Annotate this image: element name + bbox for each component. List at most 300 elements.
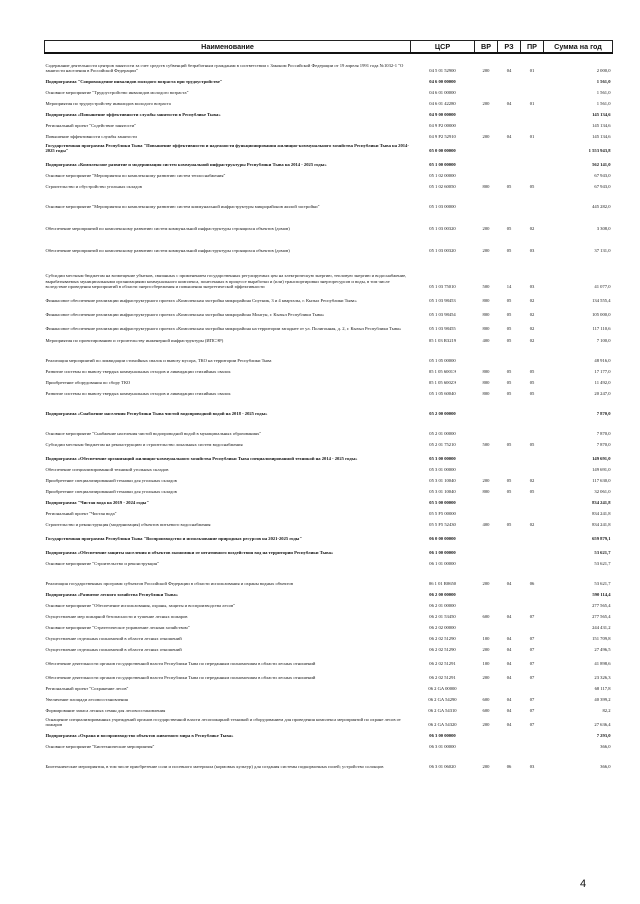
- row-rz: [498, 619, 521, 630]
- row-pr: [521, 597, 544, 608]
- row-sum: 53 621,7: [594, 580, 611, 586]
- row-sum: 145 134,6: [592, 133, 611, 139]
- row-vr: [475, 586, 498, 597]
- row-sum: 1 561,0: [596, 89, 611, 95]
- row-sum: 20 247,0: [594, 390, 611, 396]
- row-vr: 200: [482, 580, 490, 586]
- row-vr: 200: [482, 247, 490, 253]
- row-sum: 366,0: [600, 763, 611, 769]
- row-sum: 149 691,0: [592, 466, 611, 472]
- table-row: [45, 253, 613, 289]
- table-row: [45, 447, 613, 461]
- row-name: Подпрограмма «Обеспечение защиты населения и объектов экономики от негативного воздействия вод на территории Республики Тыва»: [45, 549, 334, 555]
- table-row: [45, 117, 613, 128]
- row-name: Подпрограмма «Повышение эффективности службы занятости в Республике Тыва»: [45, 111, 221, 117]
- row-sum: 23 326,3: [594, 674, 611, 680]
- row-pr: 03: [529, 283, 535, 289]
- row-csr: 05 2 01 75210: [429, 441, 456, 447]
- row-name: Оснащение специализированных учреждений органов государственной власти лесопожарной техникой и оборудованием для проведения комплекса мероприятий по охране лесов от пожаров: [45, 716, 401, 727]
- row-rz: 05: [506, 297, 512, 303]
- row-rz: 04: [506, 133, 512, 139]
- row-name: Основное мероприятие "Стратегическое управление лесным хозяйством": [45, 624, 190, 630]
- table-row: [45, 189, 613, 209]
- row-csr: 05 1 05 6001Э: [428, 368, 457, 374]
- row-name: Приобретение оборудования по сбору ТКО: [45, 379, 131, 385]
- row-sum: 41 077,0: [594, 283, 611, 289]
- table-row: [45, 396, 613, 416]
- row-pr: [521, 680, 544, 691]
- row-rz: [498, 167, 521, 178]
- row-pr: [521, 738, 544, 749]
- row-csr: 06 2 GA 54320: [428, 721, 457, 727]
- row-rz: [498, 505, 521, 516]
- row-rz: 04: [506, 635, 512, 641]
- row-vr: 200: [482, 674, 490, 680]
- row-rz: 05: [506, 521, 512, 527]
- row-rz: [498, 555, 521, 566]
- table-row: [45, 738, 613, 749]
- row-rz: [498, 106, 521, 117]
- table-row: [45, 167, 613, 178]
- row-csr: 04 9 P2 52910: [429, 133, 456, 139]
- row-sum: 41 898,6: [594, 660, 611, 666]
- row-pr: 07: [529, 613, 535, 619]
- row-sum: 67 943,0: [594, 183, 611, 189]
- table-row: [45, 139, 613, 153]
- row-csr: 04 9 00 00000: [429, 111, 456, 117]
- row-vr: 800: [482, 368, 490, 374]
- row-rz: [498, 738, 521, 749]
- table-row: [45, 691, 613, 702]
- row-sum: 1 561,0: [596, 78, 611, 84]
- row-name: Увеличение площади лесовосстановления: [45, 696, 128, 702]
- table-row: [45, 331, 613, 343]
- table-row: [45, 317, 613, 331]
- row-pr: [521, 447, 544, 461]
- row-pr: 07: [529, 646, 535, 652]
- row-rz: [498, 527, 521, 541]
- row-name: Формирование запаса лесных семян для лесовосстановления: [45, 707, 166, 713]
- row-pr: [521, 117, 544, 128]
- row-vr: [475, 527, 498, 541]
- row-vr: 200: [482, 225, 490, 231]
- row-rz: 05: [506, 183, 512, 189]
- row-pr: [521, 106, 544, 117]
- row-csr: 05 3 01 10040: [429, 477, 456, 483]
- row-vr: 200: [482, 721, 490, 727]
- row-name: Субсидии местным бюджетам на возмещение убытков, связанных с применением государственных регулируемых цен на электрическую энергию, тепловую энергию и водоснабжение, вырабатываемых муниципальными организациями коммунального комплекса, понесенных в процессе выработки и (или) транспортировки энергоресурсов и воды, в том числе вследствие проведения мероприятий в области энергосбережения и повышения энергетической эффективности: [45, 273, 407, 289]
- row-rz: 04: [506, 67, 512, 73]
- row-name: Обеспечение деятельности органов государственной власти Республики Тыва по переданным полномочиям в области лесных отношений: [45, 674, 316, 680]
- row-sum: 82,2: [602, 707, 611, 713]
- row-csr: 05 1 02 00000: [429, 172, 456, 178]
- row-vr: 200: [482, 477, 490, 483]
- row-rz: [498, 680, 521, 691]
- row-pr: 05: [529, 441, 535, 447]
- row-vr: [475, 117, 498, 128]
- row-pr: [521, 555, 544, 566]
- row-vr: 200: [482, 646, 490, 652]
- row-rz: 04: [506, 613, 512, 619]
- row-sum: 244 431,2: [592, 624, 611, 630]
- table-row: [45, 436, 613, 447]
- row-pr: [521, 343, 544, 363]
- row-name: Подпрограмма "Чистая вода на 2019 - 2024 годы": [45, 499, 149, 505]
- row-csr: 06 3 00 00000: [429, 732, 456, 738]
- row-vr: [475, 727, 498, 738]
- table-row: [45, 641, 613, 652]
- row-pr: 02: [529, 311, 535, 317]
- row-pr: 02: [529, 297, 535, 303]
- row-pr: 05: [529, 379, 535, 385]
- row-pr: [521, 73, 544, 84]
- row-rz: [498, 189, 521, 209]
- row-pr: [521, 527, 544, 541]
- row-csr: 06 2 02 51290: [429, 635, 456, 641]
- row-name: Повышение эффективности службы занятости: [45, 133, 137, 139]
- row-name: Финансовое обеспечение реализации инфраструктурного проекта «Комплексная застройка микрорайона на территории западнее от ул. Полигонная, д. 2, г. Кызыл Республики Тыва»: [45, 325, 402, 331]
- row-sum: 2 000,0: [596, 67, 611, 73]
- row-vr: [475, 153, 498, 167]
- table-row: [45, 527, 613, 541]
- row-csr: 05 5 00 00000: [429, 499, 456, 505]
- row-name: Обеспечение мероприятий по комплексному развитию систем коммунальной инфраструктуры строящихся объектов (домов): [45, 225, 290, 231]
- row-sum: 32 061,0: [594, 488, 611, 494]
- table-row: [45, 713, 613, 727]
- row-name: Подпрограмма «Снабжение населения Республики Тыва чистой водопроводной водой на 2018 - 2025 годы»: [45, 410, 268, 416]
- row-rz: 04: [506, 707, 512, 713]
- table-row: [45, 209, 613, 231]
- row-pr: 05: [529, 368, 535, 374]
- row-pr: 02: [529, 337, 535, 343]
- table-row: [45, 483, 613, 494]
- row-vr: 800: [482, 390, 490, 396]
- row-csr: 05 0 00 00000: [429, 147, 456, 153]
- row-pr: 07: [529, 696, 535, 702]
- row-rz: [498, 494, 521, 505]
- row-sum: 134 555,4: [592, 297, 611, 303]
- row-pr: [521, 189, 544, 209]
- row-vr: 100: [482, 660, 490, 666]
- row-sum: 445 282,0: [592, 203, 611, 209]
- row-name: Основное мероприятие "Снабжение населения чистой водопроводной водой в муниципальных образованиях": [45, 430, 262, 436]
- row-sum: 7 870,0: [596, 441, 611, 447]
- row-rz: 04: [506, 100, 512, 106]
- row-vr: [475, 619, 498, 630]
- row-pr: 01: [529, 67, 535, 73]
- table-row: [45, 385, 613, 396]
- header-pr: ПР: [521, 41, 544, 54]
- row-pr: [521, 153, 544, 167]
- table-header-row: [45, 41, 613, 54]
- row-csr: 05 1 05 00000: [429, 357, 456, 363]
- row-sum: 277 565,4: [592, 613, 611, 619]
- row-vr: [475, 167, 498, 178]
- row-name: Обеспечение мероприятий по комплексному развитию систем коммунальной инфраструктуры строящихся объектов (домов): [45, 247, 290, 253]
- row-name: Основное мероприятие "Обеспечение использования, охраны, защиты и воспроизводства лесов": [45, 602, 236, 608]
- header-sum: Сумма на год: [544, 41, 613, 54]
- row-name: Основное мероприятие "Мероприятия по комплексному развитию систем коммунальной инфраструктуры микрорайонов жилой застройки": [45, 203, 320, 209]
- row-rz: 05: [506, 337, 512, 343]
- row-name: Реализация государственных программ субъектов Российской Федерации в области использования и охраны водных объектов: [45, 580, 293, 586]
- row-csr: 06 1 01 00000: [429, 560, 456, 566]
- row-pr: 02: [529, 225, 535, 231]
- row-csr: 04 5 01 52900: [429, 67, 456, 73]
- row-vr: 200: [482, 763, 490, 769]
- table-row: [45, 566, 613, 586]
- row-rz: 05: [506, 325, 512, 331]
- row-sum: 27 636,4: [594, 721, 611, 727]
- row-rz: 04: [506, 580, 512, 586]
- row-name: Содержание деятельности центров занятости за счет средств субвенций безработным гражданам в соответствии с Законом Российской Федерации от 19 апреля 1991 года №1032-1 "О занятости населения в Российской Федерации": [45, 62, 404, 73]
- row-vr: 800: [482, 488, 490, 494]
- row-name: Биотехнические мероприятия, в том числе приобретение соли и посевного материала (кормовых культур) для создания системы подкормочных полей; устройство солонцов: [45, 763, 384, 769]
- table-body: [45, 53, 613, 769]
- row-pr: [521, 461, 544, 472]
- row-sum: 53 621,7: [594, 560, 611, 566]
- row-csr: 05 1 02 60050: [429, 183, 456, 189]
- table-row: [45, 128, 613, 139]
- row-csr: 05 5 F5 00000: [429, 510, 456, 516]
- row-name: Подпрограмма «Охрана и воспроизводство объектов животного мира в Республике Тыва»: [45, 732, 234, 738]
- row-vr: [475, 84, 498, 95]
- row-rz: 14: [506, 283, 512, 289]
- row-name: Основное мероприятие "Строительство и реконструкция": [45, 560, 159, 566]
- row-sum: 67 943,0: [594, 172, 611, 178]
- row-rz: [498, 396, 521, 416]
- row-sum: 7 870,0: [596, 430, 611, 436]
- table-row: [45, 608, 613, 619]
- row-vr: [475, 396, 498, 416]
- row-name: Региональный проект "Содействие занятости": [45, 122, 137, 128]
- row-sum: 17 177,0: [594, 368, 611, 374]
- row-pr: 05: [529, 183, 535, 189]
- budget-table: [44, 40, 613, 769]
- table-row: [45, 472, 613, 483]
- row-csr: 05 1 03 98454: [429, 311, 456, 317]
- table-row: [45, 619, 613, 630]
- row-pr: [521, 494, 544, 505]
- table-row: [45, 289, 613, 303]
- row-csr: 05 2 00 00000: [429, 410, 456, 416]
- row-name: Обеспечение деятельности органов государственной власти Республики Тыва по переданным полномочиям в области лесных отношений: [45, 660, 316, 666]
- table-row: [45, 541, 613, 555]
- table-row: [45, 95, 613, 106]
- row-rz: [498, 416, 521, 436]
- row-pr: [521, 139, 544, 153]
- row-csr: 05 2 01 00000: [429, 430, 456, 436]
- row-csr: 06 2 02 51291: [429, 674, 456, 680]
- row-sum: 40 399,2: [594, 696, 611, 702]
- row-name: Государственная программа Республики Тыва "Повышение эффективности и надежности функционирования жилищно-коммунального хозяйства Республики Тыва на 2014-2025 годы": [45, 142, 409, 153]
- row-name: Обеспечение специализированной техникой угольных складов: [45, 466, 169, 472]
- row-csr: 05 3 00 00000: [429, 455, 456, 461]
- table-row: [45, 555, 613, 566]
- table-row: [45, 73, 613, 84]
- row-vr: 400: [482, 337, 490, 343]
- row-name: Осуществление мер пожарной безопасности и тушение лесных пожаров: [45, 613, 188, 619]
- table-row: [45, 106, 613, 117]
- row-sum: 53 621,7: [594, 549, 611, 555]
- row-vr: 200: [482, 100, 490, 106]
- row-vr: 100: [482, 635, 490, 641]
- row-name: Приобретение специализированной техники для угольных складов: [45, 477, 177, 483]
- row-vr: [475, 505, 498, 516]
- header-csr: ЦСР: [411, 41, 475, 54]
- row-pr: 06: [529, 580, 535, 586]
- row-csr: 06 2 02 51290: [429, 646, 456, 652]
- row-name: Осуществление отдельных полномочий в области лесных отношений: [45, 635, 182, 641]
- row-sum: 151 709,8: [592, 635, 611, 641]
- row-name: Осуществление отдельных полномочий в области лесных отношений: [45, 646, 182, 652]
- table-row: [45, 702, 613, 713]
- row-rz: [498, 447, 521, 461]
- row-vr: 500: [482, 441, 490, 447]
- row-pr: 07: [529, 674, 535, 680]
- row-csr: 05 1 00 00000: [429, 161, 456, 167]
- row-rz: [498, 461, 521, 472]
- row-name: Государственная программа Республики Тыва "Воспроизводство и использование природных ресурсов на 2021-2025 годы": [45, 535, 302, 541]
- row-pr: 02: [529, 325, 535, 331]
- row-name: Субсидии местным бюджетам на реконструкцию и строительство локальных систем водоснабжения: [45, 441, 243, 447]
- row-vr: 600: [482, 707, 490, 713]
- table-row: [45, 597, 613, 608]
- row-name: Подпрограмма "Сопровождение инвалидов молодого возраста при трудоустройстве": [45, 78, 223, 84]
- table-row: [45, 516, 613, 527]
- row-rz: [498, 117, 521, 128]
- row-vr: 400: [482, 521, 490, 527]
- row-name: Финансовое обеспечение реализации инфраструктурного проекта «Комплексная застройка микрорайона Спутник, 3 и 4 кварталы, г. Кызыл Республики Тыва»: [45, 297, 357, 303]
- row-sum: 562 141,0: [592, 161, 611, 167]
- row-rz: [498, 139, 521, 153]
- row-rz: 05: [506, 225, 512, 231]
- row-pr: [521, 396, 544, 416]
- row-rz: 05: [506, 390, 512, 396]
- table-row: [45, 461, 613, 472]
- row-vr: 600: [482, 696, 490, 702]
- row-name: Мероприятия по проектированию и строительству инженерной инфраструктуры (ИПСЭР): [45, 337, 224, 343]
- row-rz: [498, 343, 521, 363]
- table-row: [45, 630, 613, 641]
- row-pr: 02: [529, 521, 535, 527]
- row-name: Развитие системы по вывозу твердых коммунальных отходов и ликвидации стихийных свалок: [45, 390, 231, 396]
- row-csr: 06 2 01 00000: [429, 602, 456, 608]
- row-csr: 05 1 03 00000: [429, 203, 456, 209]
- row-sum: 7 870,0: [596, 410, 611, 416]
- row-csr: 04 6 00 00000: [429, 78, 456, 84]
- row-vr: [475, 189, 498, 209]
- row-vr: [475, 106, 498, 117]
- row-vr: [475, 416, 498, 436]
- row-rz: 06: [506, 763, 512, 769]
- row-csr: 06 3 01 00000: [429, 743, 456, 749]
- table-row: [45, 680, 613, 691]
- row-rz: [498, 84, 521, 95]
- row-pr: 03: [529, 763, 535, 769]
- row-csr: 05 1 03 R3219: [428, 337, 457, 343]
- row-sum: 3 308,0: [596, 225, 611, 231]
- row-rz: [498, 597, 521, 608]
- row-pr: 07: [529, 707, 535, 713]
- page-number: 4: [580, 878, 587, 890]
- row-sum: 68 117,8: [594, 685, 611, 691]
- table-row: [45, 374, 613, 385]
- row-sum: 117 630,0: [592, 477, 611, 483]
- row-vr: [475, 461, 498, 472]
- row-csr: 06 2 01 53450: [429, 613, 456, 619]
- row-rz: [498, 586, 521, 597]
- row-name: Приобретение специализированной техники для угольных складов: [45, 488, 177, 494]
- row-name: Основное мероприятие "Биотехнические мероприятия": [45, 743, 155, 749]
- row-sum: 48 916,0: [594, 357, 611, 363]
- row-vr: [475, 555, 498, 566]
- row-vr: 800: [482, 379, 490, 385]
- row-csr: 04 9 P2 00000: [429, 122, 456, 128]
- row-sum: 117 110,6: [592, 325, 611, 331]
- row-csr: 05 3 01 00000: [429, 466, 456, 472]
- row-csr: 05 1 03 00320: [429, 225, 456, 231]
- row-vr: 800: [482, 183, 490, 189]
- row-name: Мероприятия по трудоустройству инвалидов молодого возраста: [45, 100, 171, 106]
- row-name: Строительство и обустройство угольных складов: [45, 183, 142, 189]
- table-row: [45, 749, 613, 769]
- row-name: Подпрограмма «Развитие лесного хозяйства Республики Тыва»: [45, 591, 178, 597]
- row-rz: 05: [506, 441, 512, 447]
- row-vr: 200: [482, 67, 490, 73]
- row-rz: 04: [506, 721, 512, 727]
- row-pr: 07: [529, 721, 535, 727]
- row-csr: 05 1 03 98455: [429, 325, 456, 331]
- row-name: Подпрограмма «Обеспечение организаций жилищно-коммунального хозяйства Республики Тыва специализированной техникой на 2014 - 2025 годы»: [45, 455, 358, 461]
- row-sum: 834 241,8: [592, 521, 611, 527]
- table-row: [45, 343, 613, 363]
- row-rz: 04: [506, 696, 512, 702]
- table-row: [45, 505, 613, 516]
- row-sum: 7 100,0: [596, 337, 611, 343]
- row-csr: 05 3 01 10040: [429, 488, 456, 494]
- row-rz: 05: [506, 379, 512, 385]
- row-rz: [498, 73, 521, 84]
- row-name: Региональный проект "Сохранение лесов": [45, 685, 129, 691]
- row-vr: [475, 494, 498, 505]
- row-vr: 500: [482, 283, 490, 289]
- row-sum: 277 565,4: [592, 602, 611, 608]
- table-row: [45, 178, 613, 189]
- table-row: [45, 53, 613, 73]
- row-name: Региональный проект "Чистая вода": [45, 510, 117, 516]
- row-vr: [475, 447, 498, 461]
- row-sum: 27 496,5: [594, 646, 611, 652]
- row-rz: [498, 541, 521, 555]
- table-row: [45, 666, 613, 680]
- row-pr: 02: [529, 477, 535, 483]
- header-name: Наименование: [45, 41, 411, 54]
- row-pr: 07: [529, 660, 535, 666]
- row-name: Финансовое обеспечение реализации инфраструктурного проекта «Комплексная застройка микрорайона Монгун, г. Кызыл Республики Тыва»: [45, 311, 325, 317]
- row-csr: 06 2 GA 54310: [428, 707, 457, 713]
- row-csr: 06 2 00 00000: [429, 591, 456, 597]
- row-sum: 1 553 943,8: [588, 147, 611, 153]
- row-csr: 05 1 03 00320: [429, 247, 456, 253]
- row-name: Строительство и реконструкция (модернизация) объектов питьевого водоснабжения: [45, 521, 211, 527]
- row-pr: 05: [529, 390, 535, 396]
- row-sum: 145 134,6: [592, 111, 611, 117]
- row-vr: 600: [482, 613, 490, 619]
- row-rz: 05: [506, 247, 512, 253]
- row-pr: 01: [529, 133, 535, 139]
- row-csr: 05 1 03 98453: [429, 297, 456, 303]
- row-sum: 145 134,6: [592, 122, 611, 128]
